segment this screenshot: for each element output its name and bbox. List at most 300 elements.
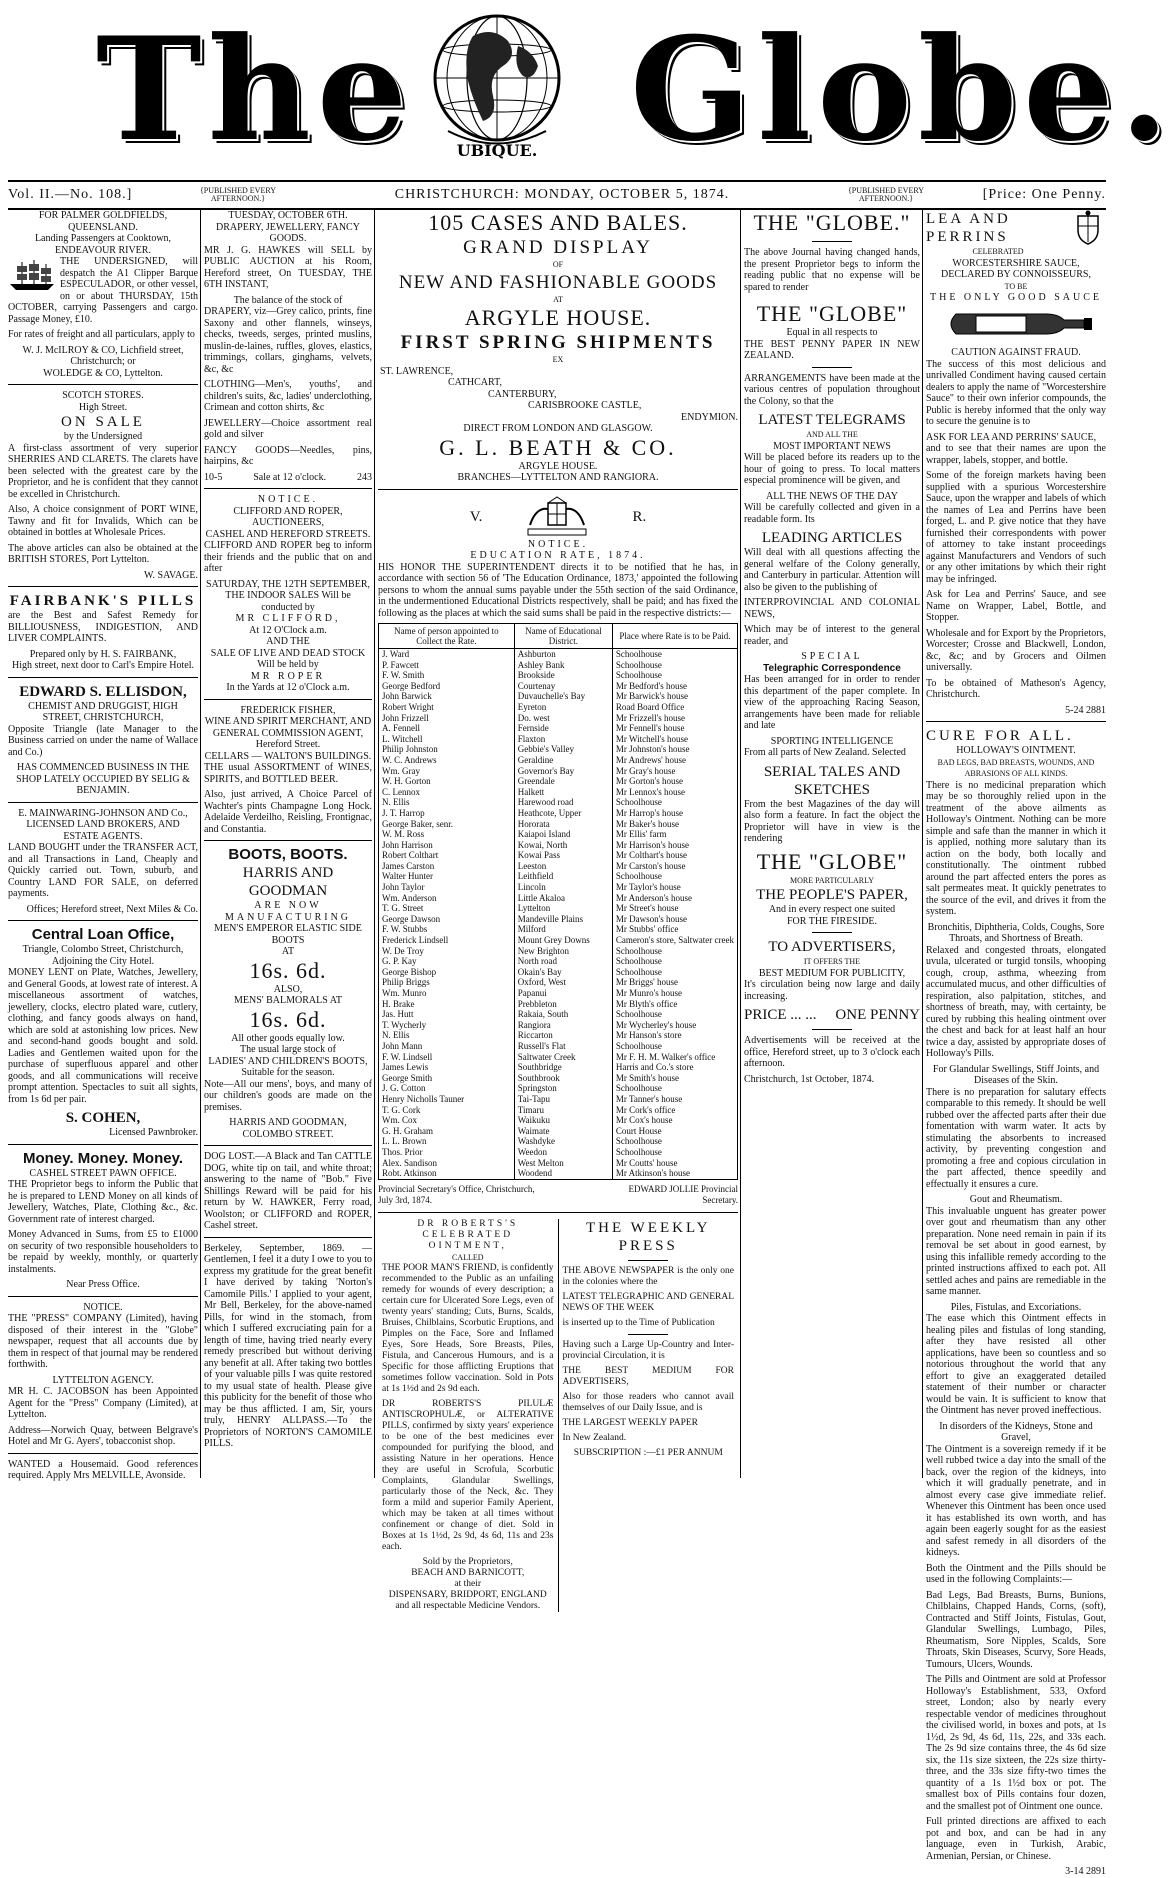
ad-of: OF xyxy=(552,260,564,269)
table-cell: Wm. Anderson xyxy=(379,893,515,904)
table-cell: Mr Fennell's house xyxy=(612,723,737,734)
ad-clifford-time: At 12 O'Clock a.m. xyxy=(249,624,327,636)
ad-clifford-body: CLIFFORD AND ROPER beg to inform their friends and the public that on and after xyxy=(204,540,372,574)
globe-offers: IT OFFERS THE xyxy=(803,957,861,966)
table-cell: Mr Dawson's house xyxy=(612,914,737,925)
table-cell: Schoolhouse xyxy=(612,871,737,882)
table-row xyxy=(379,713,738,724)
table-cell: Mr Blyth's office xyxy=(612,999,737,1010)
ad-boots-at: AT xyxy=(281,946,295,957)
table-cell: Little Akaloa xyxy=(514,893,612,904)
globe-adv-recv: Advertisements will be received at the office, Hereford street, up to 3 o'clock each afternoon. xyxy=(744,1035,920,1069)
masthead xyxy=(0,0,1175,178)
table-cell: J. G. Cotton xyxy=(379,1083,515,1094)
table-cell: Schoolhouse xyxy=(612,1009,737,1020)
globe-price-value: ONE PENNY xyxy=(835,1007,920,1023)
rate-table-header: Name of person appointed to Collect the Rate. xyxy=(379,624,515,649)
globe-arranged: Has been arranged for in order to render this department of the paper complete. In view of the approaching Racing Season, arrangements have been made for reliable and late xyxy=(744,674,920,731)
lp-ask: ASK FOR LEA AND PERRINS' SAUCE, xyxy=(926,431,1097,443)
holl-both: Both the Ointment and the Pills should be used in the following Complaints:— xyxy=(926,1562,1106,1585)
globe-mags: From the best Magazines of the day will also form a feature. In fact the object the Proprietor will have in view is the rendering xyxy=(744,798,920,844)
dateline-bar xyxy=(8,180,1106,210)
table-cell: N. Ellis xyxy=(379,797,515,808)
ad-loan-sig-sub: Licensed Pawnbroker. xyxy=(109,1127,198,1138)
lp-caution: CAUTION AGAINST FRAUD. xyxy=(951,347,1081,358)
table-cell: Mr Gray's house xyxy=(612,766,737,777)
ad-argyle-house: ARGYLE HOUSE. xyxy=(464,305,652,330)
column-3-main xyxy=(378,210,738,1611)
table-row xyxy=(379,1083,738,1094)
ad-boots-balm: MENS' BALMORALS AT xyxy=(234,995,342,1006)
ad-berkeley-letter: Berkeley, September, 1869. — Gentlemen, I feel it a duty I owe to you to express my gratitude for the great benefit I have derived by taking 'Norton's Camomile Pills.' I applied to your agent, Mr Bell, Berkeley, for the above-named Pills, for wind in the stomach, from which I suffered excruciating pain for a length of time, having tried nearly every remedy prescribed but without deriving any benefit at all. After taking two bottles of your valuable pills I was quite restored to my usual state of health. Please give this publicity for the benefit of those who may be thus afflicted. I am, Sir, yours truly, HENRY ALLPASS.—To the Proprietors of NORTON'S CAMOMILE PILLS. xyxy=(204,1242,373,1449)
table-cell: Mount Grey Downs xyxy=(514,935,612,946)
globe-from-all: From all parts of New Zealand. Selected xyxy=(744,747,906,758)
table-cell: Mr Atkinson's house xyxy=(612,1168,737,1179)
table-cell: Wm. Munro xyxy=(379,988,515,999)
table-cell: Schoolhouse xyxy=(612,956,737,967)
globe-price-label: PRICE ... ... xyxy=(744,1007,817,1023)
holl-relaxed: Relaxed and congested throats, elongated uvula, ulcerated or turgid tonsils, whooping cough, croup, asthma, wheezing from accumulated mucus, and other difficulties of respiration, also palpitation, stitches, and shortness of breath, may, with certainty, be cured by rubbing this healing ointment over the chest and back for at least half an hour twice a day, assisted by appropriate doses of Holloway's Pills. xyxy=(926,944,1106,1059)
table-cell: New Brighton xyxy=(514,946,612,957)
prov-office: Provincial Secretary's Office, Christchurch, July 3rd, 1874. xyxy=(378,1183,535,1206)
globe-placed: Will be placed before its readers up to the hour of going to press. To local matters especial prominence will be given, and xyxy=(744,452,920,486)
weekly-line: THE BEST MEDIUM FOR ADVERTISERS, xyxy=(562,1365,734,1387)
table-cell: Schoolhouse xyxy=(612,670,737,681)
ad-boots-addr: COLOMBO STREET. xyxy=(242,1128,334,1140)
ad-boots-also: ALSO, xyxy=(273,983,303,995)
table-row xyxy=(379,681,738,692)
ad-fairbank-title: FAIRBANK'S PILLS xyxy=(9,593,197,609)
table-cell: Mr Harrison's house xyxy=(612,840,737,851)
table-cell: Mr Colthart's house xyxy=(612,850,737,861)
table-row xyxy=(379,1020,738,1031)
globe-every: And in every respect one suited xyxy=(768,904,896,915)
roberts-vendors: and all respectable Medicine Vendors. xyxy=(395,1600,541,1611)
ad-auction-items: DRAPERY, viz—Grey calico, prints, fine Saxony and other flannels, winseys, checks, tweeds, serges, printed muslins, muslin-de-laines, ruffles, gloves, elastics, trimmings, collars, ginghams, velvets, &c, &c xyxy=(204,306,372,375)
table-cell: John Harrison xyxy=(379,840,515,851)
globe-intro: The above Journal having changed hands, the present Proprietor begs to inform the reading public that no expense will be spared to render xyxy=(744,247,920,293)
table-cell: Southbridge xyxy=(514,1062,612,1073)
table-cell: J. T. Harrop xyxy=(379,808,515,819)
table-cell: Schoolhouse xyxy=(612,797,737,808)
masthead-title-the: The xyxy=(96,7,414,173)
table-cell: John Taylor xyxy=(379,882,515,893)
ad-scotch-note: The above articles can also be obtained at the BRITISH STORES, Port Lyttelton. xyxy=(8,542,198,565)
table-cell: James Carston xyxy=(379,861,515,872)
column-divider xyxy=(200,210,201,1478)
weekly-line: LATEST TELEGRAPHIC AND GENERAL NEWS OF THE WEEK xyxy=(562,1291,734,1313)
table-cell: Mr F. H. M. Walker's office xyxy=(612,1052,737,1063)
table-cell: Schoolhouse xyxy=(612,660,737,671)
royal-crest-icon xyxy=(522,495,592,539)
table-cell: Court House xyxy=(612,1126,737,1137)
table-row xyxy=(379,1030,738,1041)
table-cell: Mr Hanson's store xyxy=(612,1030,737,1041)
table-cell: H. Brake xyxy=(379,999,515,1010)
table-cell: Heathcote, Upper xyxy=(514,808,612,819)
ad-money-body: THE Proprietor begs to inform the Public that he is prepared to LEND Money on all kinds of Jewellery, Watches, Plate, Clothing &c., &c. Government rate of interest charged. xyxy=(8,1179,198,1225)
table-cell: Brookside xyxy=(514,670,612,681)
globe-allnews: ALL THE NEWS OF THE DAY xyxy=(766,490,898,502)
table-cell: Walter Hunter xyxy=(379,871,515,882)
globe-best: THE BEST PENNY PAPER IN NEW ZEALAND. xyxy=(744,338,920,361)
lp-obtain: To be obtained of Matheson's Agency, Christchurch. xyxy=(926,677,1106,700)
lea-perrins-header xyxy=(926,210,1106,258)
lp-tobe: TO BE xyxy=(1004,281,1028,291)
table-cell: Papanui xyxy=(514,988,612,999)
education-rate-table xyxy=(378,623,738,1180)
table-row xyxy=(379,1009,738,1020)
table-cell: Mr Bedford's house xyxy=(612,681,737,692)
table-row xyxy=(379,1052,738,1063)
ad-auction-jewel: JEWELLERY—Choice assortment real gold and silver xyxy=(204,417,372,440)
ad-dog-lost: DOG LOST.—A Black and Tan CATTLE DOG, white tip on tail, and white throat; answering to the name of "Bob." Five Shillings Reward will be paid for his return by W. HAWKER, Ferry road, Woolston; or CLIFFORD and ROPER, Cashel street. xyxy=(204,1151,372,1231)
lp-foreign: Some of the foreign markets having been supplied with a spurious Worcestershire Sauce, upon the wrapper and labels of which the names of Lea and Perrins have been forged, L. and P. give notice that they have furnished their correspondents with power of attorney to take instant proceedings against Manufacturers and Vendors of such or any other imitations by which their right may be infringed. xyxy=(926,470,1106,585)
table-cell: W. H. Gorton xyxy=(379,776,515,787)
table-cell: Mr Witchell's house xyxy=(612,734,737,745)
table-cell: Mr Stubbs' office xyxy=(612,924,737,935)
masthead-title-globe: Globe. xyxy=(630,7,1175,173)
weekly-line: Having such a Large Up-Country and Inter-provincial Circulation, it is xyxy=(562,1339,734,1361)
roberts-firm: BEACH AND BARNICOTT, xyxy=(411,1567,525,1578)
table-cell: Waikuku xyxy=(514,1115,612,1126)
table-cell: George Bedford xyxy=(379,681,515,692)
ad-fisher-title: FREDERICK FISHER, xyxy=(240,704,336,716)
globe-medium: BEST MEDIUM FOR PUBLICITY, xyxy=(758,967,906,979)
column-4 xyxy=(744,210,920,1480)
table-cell: Eyreton xyxy=(514,702,612,713)
table-cell: Harris and Co.'s store xyxy=(612,1062,737,1073)
table-cell: Governor's Bay xyxy=(514,766,612,777)
ad-scotch-sig: W. SAVAGE. xyxy=(144,569,198,581)
ad-scotch-body: A first-class assortment of very superior SHERRIES AND CLARETS. The clarets have been selected with the greatest care by the Proprietor, and he is confident that they cannot be excelled in Christchurch. xyxy=(8,442,198,500)
table-cell: John Mann xyxy=(379,1041,515,1052)
globe-date: Christchurch, 1st October, 1874. xyxy=(744,1073,875,1085)
volume-number: Vol. II.—No. 108.] xyxy=(8,187,133,202)
table-cell: Schoolhouse xyxy=(612,649,737,660)
ad-clifford-sat: SATURDAY, THE 12TH SEPTEMBER, xyxy=(205,578,370,590)
globe-important: MOST IMPORTANT NEWS xyxy=(773,440,891,452)
ad-palmer-body: THE UNDERSIGNED, will despatch the A1 Clipper Barque ESPECULADOR, or other vessel, on or about THURSDAY, 15th OCTOBER, carrying Passengers and cargo. Passage Money, £10. xyxy=(8,256,198,325)
lp-whole: Wholesale and for Export by the Proprietors, Worcester; Crosse and Blackwell, London, &c, &c; and by Grocers and Oilmen universally. xyxy=(926,627,1106,673)
notice-title: NOTICE. xyxy=(527,538,589,550)
ad-fisher-addr: Hereford Street. xyxy=(255,739,321,750)
education-rate-body: HIS HONOR THE SUPERINTENDENT directs it to be notified that he has, in accordance with section 56 of 'The Education Ordinance, 1873,' appointed the following persons to whom the annual sums payable under the 55th section of the said Ordinance, in the undermentioned Educational Districts respectively, shall be paid; and has fixed the following as the places at which the said sums shall be paid in the respective districts:— xyxy=(378,561,738,619)
ad-argyle-sub: ARGYLE HOUSE. xyxy=(518,460,598,472)
rate-table-header: Place where Rate is to be Paid. xyxy=(612,624,737,649)
ship-name: CANTERBURY, xyxy=(488,388,557,400)
table-cell: P. Fawcett xyxy=(379,660,515,671)
table-cell: Mr Frizzell's house xyxy=(612,713,737,724)
table-row xyxy=(379,861,738,872)
table-cell: Ashburton xyxy=(514,649,612,660)
table-cell: Mr Tanner's house xyxy=(612,1094,737,1105)
ship-name: CARISBROOKE CASTLE, xyxy=(528,400,642,411)
table-row xyxy=(379,723,738,734)
ad-ellisdon-title: EDWARD S. ELLISDON, xyxy=(19,683,187,700)
weekly-subscription: SUBSCRIPTION :—£1 PER ANNUM xyxy=(573,1447,723,1458)
ad-fairbank-addr: High street, next door to Carl's Empire Hotel. xyxy=(11,660,195,671)
table-cell: Russell's Flat xyxy=(514,1041,612,1052)
table-cell: Harewood road xyxy=(514,797,612,808)
table-row xyxy=(379,893,738,904)
ad-boots-price-1: 16s. 6d. xyxy=(249,957,327,983)
ad-boots-usual: The usual large stock of xyxy=(240,1044,336,1055)
table-row xyxy=(379,935,738,946)
ad-money-adv: Money Advanced in Sums, from £5 to £1000 on security of two responsible householders to be repaid by weekly, monthly, or quarterly instalments. xyxy=(8,1229,198,1275)
price: [Price: One Penny. xyxy=(982,187,1106,202)
globe-to-adv: TO ADVERTISERS, xyxy=(768,939,896,955)
table-cell: W. C. Andrews xyxy=(379,755,515,766)
ad-ellisdon-comm: HAS COMMENCED BUSINESS IN THE SHOP LATELY OCCUPIED BY SELIG & BENJAMIN. xyxy=(16,762,190,796)
table-cell: George Baker, senr. xyxy=(379,819,515,830)
table-row xyxy=(379,649,738,660)
weekly-line: Also for those readers who cannot avail themselves of our Daily Issue, and is xyxy=(562,1391,734,1413)
globe-serial: SERIAL TALES AND SKETCHES xyxy=(763,763,901,798)
ad-land-body: LAND BOUGHT under the TRANSFER ACT, and all Transactions in Land, Cheaply and Quickly carried out. Town, suburb, and Country LAND FOR SALE, on deferred payments. xyxy=(8,842,198,899)
table-row xyxy=(379,967,738,978)
globe-title-3: THE "GLOBE" xyxy=(756,848,908,874)
table-row xyxy=(379,871,738,882)
ad-boots-men: MEN'S EMPEROR ELASTIC SIDE BOOTS xyxy=(214,923,362,946)
ad-money-title: Money. Money. Money. xyxy=(22,1149,183,1167)
crest-icon xyxy=(1070,210,1106,246)
table-cell: Mr Munro's house xyxy=(612,988,737,999)
table-cell: Mr Anderson's house xyxy=(612,893,737,904)
ad-boots-firm: HARRIS AND GOODMAN xyxy=(242,865,334,899)
table-cell: Ashley Bank xyxy=(514,660,612,671)
table-cell: Saltwater Creek xyxy=(514,1052,612,1063)
ad-loan-sub: Triangle, Colombo Street, Christchurch, Adjoining the City Hotel. xyxy=(22,944,184,967)
table-cell: John Frizzell xyxy=(379,713,515,724)
table-cell: Okain's Bay xyxy=(514,967,612,978)
table-row xyxy=(379,660,738,671)
table-cell: T. Wycherly xyxy=(379,1020,515,1031)
table-row xyxy=(379,1094,738,1105)
table-row xyxy=(379,903,738,914)
table-cell: Mr Briggs' house xyxy=(612,977,737,988)
holl-bronch: Bronchitis, Diphtheria, Colds, Coughs, Sore Throats, and Shortness of Breath. xyxy=(927,921,1105,944)
table-cell: Mr Smith's house xyxy=(612,1073,737,1084)
table-cell: Fernside xyxy=(514,723,612,734)
table-cell: W. M. Ross xyxy=(379,829,515,840)
weekly-title: THE WEEKLY PRESS xyxy=(586,1219,711,1254)
holl-gout-body: This invaluable unguent has greater power over gout and rheumatism than any other preparation. None need remain in pain if its removal be set about in good earnest, by using this infallible remedy according to the printed instructions affixed to each pot. All settled aches and pains are remediable in the same manner. xyxy=(926,1205,1106,1297)
table-cell: Mr Johnston's house xyxy=(612,744,737,755)
ad-roberts xyxy=(378,1219,558,1612)
lp-see: and to see that their names are upon the wrapper, labels, stopper, and bottle. xyxy=(926,443,1106,466)
published-note-right: {PUBLISHED EVERY AFTERNOON.} xyxy=(847,186,925,203)
table-row xyxy=(379,670,738,681)
table-row xyxy=(379,787,738,798)
table-cell: Lincoln xyxy=(514,882,612,893)
ship-name: CATHCART, xyxy=(448,377,502,388)
table-cell: James Lewis xyxy=(379,1062,515,1073)
roberts-pills: DR ROBERTS'S PILULÆ ANTISCROPHULÆ, or ALTERATIVE PILLS, confirmed by sixty years' experience to be one of the best medicines ever compounded for purifying the blood, and assisting Nature in her operations. Hence they are useful in Scrofula, Scorbutic Complaints, Glandular Swellings, particularly those of the Neck, &c. They form a mild and superior Family Aperient, which may be taken at all times without confinement or change of diet. Sold in Boxes at 1s 1½d, 2s 9d, 4s 6d, 11s and 23s each. xyxy=(382,1398,554,1552)
table-cell: Flaxton xyxy=(514,734,612,745)
table-row xyxy=(379,797,738,808)
table-cell: Washdyke xyxy=(514,1136,612,1147)
vr-left: V. xyxy=(469,508,483,525)
column-5 xyxy=(926,210,1106,1877)
ad-auction-body: MR J. G. HAWKES will SELL by PUBLIC AUCTION at his Room, Hereford street, On TUESDAY, THE 6TH INSTANT, xyxy=(204,244,372,290)
weekly-line: THE LARGEST WEEKLY PAPER xyxy=(562,1417,698,1428)
ad-clifford-name: MR CLIFFORD, xyxy=(235,613,341,624)
table-row xyxy=(379,1073,738,1084)
lp-ask2: Ask for Lea and Perrins' Sauce, and see Name on Wrapper, Label, Bottle, and Stopper. xyxy=(926,589,1106,623)
globe-circ: It's circulation being now large and daily increasing. xyxy=(744,979,920,1002)
table-cell: Do. west xyxy=(514,713,612,724)
table-cell: Wm. Gray xyxy=(379,766,515,777)
table-row xyxy=(379,882,738,893)
ad-wanted: WANTED a Housemaid. Good references required. Apply Mrs MELVILLE, Avonside. xyxy=(8,1458,198,1481)
roberts-at: at their xyxy=(454,1578,482,1589)
holl-gout: Gout and Rheumatism. xyxy=(969,1194,1063,1205)
table-cell: Robert Wright xyxy=(379,702,515,713)
table-cell: Schoolhouse xyxy=(612,946,737,957)
holl-sub: HOLLOWAY'S OINTMENT. xyxy=(956,745,1076,756)
ad-notice-title: NOTICE. xyxy=(83,1301,123,1313)
ad-fisher-sub: WINE AND SPIRIT MERCHANT, AND GENERAL COMMISSION AGENT, xyxy=(204,716,372,739)
table-cell: L. Witchell xyxy=(379,734,515,745)
table-cell: Leithfield xyxy=(514,871,612,882)
ad-auction-clothing: CLOTHING—Men's, youths', and children's suits, &c, ladies' underclothing, Crimean and cotton shirts, &c xyxy=(204,379,372,413)
table-cell: North road xyxy=(514,956,612,967)
table-row xyxy=(379,850,738,861)
ad-boots-other: All other goods equally low. xyxy=(231,1032,345,1044)
published-note-left: {PUBLISHED EVERY AFTERNOON.} xyxy=(199,186,277,203)
roberts-sold: Sold by the Proprietors, xyxy=(422,1556,513,1567)
ad-notice-title: NOTICE. xyxy=(257,494,319,505)
royal-crest-row xyxy=(378,495,738,539)
table-cell: Waimate xyxy=(514,1126,612,1137)
table-row xyxy=(379,946,738,957)
ad-weekly-press xyxy=(559,1219,739,1612)
table-cell: Prebbleton xyxy=(514,999,612,1010)
ad-scotch-sale: ON SALE xyxy=(61,414,145,430)
table-row xyxy=(379,1115,738,1126)
lp-declared: DECLARED BY CONNOISSEURS, xyxy=(941,269,1091,280)
table-cell: Riccarton xyxy=(514,1030,612,1041)
lp-celebrated: CELEBRATED xyxy=(972,247,1024,256)
table-cell: Mr Taylor's house xyxy=(612,882,737,893)
ad-lyt-body: MR H. C. JACOBSON has been Appointed Agent for the "Press" Company (Limited), at Lyttelton. xyxy=(8,1386,198,1420)
ship-name: ST. LAWRENCE, xyxy=(380,365,454,377)
ad-loan-title: Central Loan Office, xyxy=(31,926,175,943)
ad-lyt-title: LYTTELTON AGENCY. xyxy=(52,1374,154,1386)
table-cell: Mr Carston's house xyxy=(612,861,737,872)
ad-at: AT xyxy=(553,294,563,304)
table-cell: West Melton xyxy=(514,1158,612,1169)
roberts-title: DR ROBERTS'S CELEBRATED OINTMENT, xyxy=(417,1218,519,1251)
table-cell: Mr Street's house xyxy=(612,903,737,914)
globe-inter: INTERPROVINCIAL AND COLONIAL NEWS, xyxy=(744,597,920,620)
ad-fisher-also: Also, just arrived, A Choice Parcel of Wachter's pints Champagne Long Hock. Adelaide Verdeilho, Reisling, Frontignac, and Constantia. xyxy=(204,789,372,835)
table-row xyxy=(379,808,738,819)
table-cell: Road Board Office xyxy=(612,702,737,713)
holl-title: CURE FOR ALL. xyxy=(926,728,1074,744)
table-row xyxy=(379,766,738,777)
ad-scotch-also: Also, A choice consignment of PORT WINE, Tawny and fit for Invalids, Which can be obtained in bottles at Wholesale Prices. xyxy=(8,504,198,538)
globe-motto: UBIQUE. xyxy=(456,141,538,160)
table-cell: Schoolhouse xyxy=(612,1041,737,1052)
ad-ex: EX xyxy=(552,355,564,364)
roberts-body: THE POOR MAN'S FRIEND, is confidently recommended to the Public as an unfailing remedy for wounds of every description; a certain cure for Ulcerated Sore Legs, even of twenty years' standing; Cuts, Burns, Scalds, Bruises, Chilblains, Scorbutic Eruptions, and Pimples on the Face, Sore and Inflamed Eyes, Sore Heads, Sore Breasts, Piles, Fistula, and Cancerous Humours, and is a Specific for those afflicting Eruptions that sometimes follow vaccination. Sold in Pots at 1s 1½d and 2s 9d each. xyxy=(382,1262,554,1394)
table-cell: Southbrook xyxy=(514,1073,612,1084)
ad-palmer-rates: For rates of freight and all particulars, apply to xyxy=(8,329,195,340)
table-cell: Schoolhouse xyxy=(612,1147,737,1158)
ad-money-sub: CASHEL STREET PAWN OFFICE. xyxy=(29,1167,177,1179)
holl-piles-body: The ease which this Ointment effects in healing piles and fistulas of long standing, after they have resisted all other applications, have been so countless and so notorious throughout the world that any effort to give an exaggerated detailed statement of their number or character would be vain. It is sufficient to know that the Ointment has never proved ineffectious. xyxy=(926,1313,1106,1416)
lp-sauce: WORCESTERSHIRE SAUCE, xyxy=(952,257,1080,269)
table-cell: Leeston xyxy=(514,861,612,872)
globe-arr: ARRANGEMENTS have been made at the various centres of population throughout the Colony, so that the xyxy=(744,372,920,407)
ad-palmer-sub: Landing Passengers at Cooktown, ENDEAVOUR RIVER. xyxy=(34,233,172,256)
table-cell: Robt. Atkinson xyxy=(379,1168,515,1179)
table-row xyxy=(379,1041,738,1052)
table-cell: Schoolhouse xyxy=(612,967,737,978)
table-cell: Henry Nicholls Tauner xyxy=(379,1094,515,1105)
weekly-line: In New Zealand. xyxy=(562,1432,627,1443)
table-cell: Hororata xyxy=(514,819,612,830)
ad-boots-season: Suitable for the season. xyxy=(241,1067,335,1078)
table-cell: J. Ward xyxy=(379,649,515,660)
ad-boots-title: BOOTS, BOOTS. xyxy=(228,846,348,863)
table-cell: G. H. Graham xyxy=(379,1126,515,1137)
table-cell: Thos. Prior xyxy=(379,1147,515,1158)
table-cell: Duvauchelle's Bay xyxy=(514,691,612,702)
table-cell: Mr Cork's office xyxy=(612,1105,737,1116)
table-row xyxy=(379,988,738,999)
ad-palmer-title: FOR PALMER GOLDFIELDS, QUEENSLAND. xyxy=(38,210,168,233)
globe-special: SPECIAL xyxy=(801,651,863,662)
ad-beath: G. L. BEATH & CO. xyxy=(439,434,677,460)
ad-loan-body: MONEY LENT on Plate, Watches, Jewellery, and General Goods, at lowest rate of interest. A miscellaneous assortment of watches, jewellery, clocks, electro plated ware, cutlery, clothing, and fancy goods always on hand, which are sold at astonishing low prices. New and second-hand goods bought and sold. Ladies and Gentlemen waited upon for the purchase of superfluous apparel and other goods, and all communications will receive prompt attention. Spectacles to suit all sights, from 1s 6d per pair. xyxy=(8,967,198,1105)
ad-money-near: Near Press Office. xyxy=(66,1279,140,1290)
bottom-ads xyxy=(378,1219,738,1612)
ad-auction-date: TUESDAY, OCTOBER 6TH. xyxy=(228,210,348,221)
table-cell: George Bishop xyxy=(379,967,515,978)
ad-auction-num: 243 xyxy=(356,471,372,483)
holl-bad: BAD LEGS, BAD BREASTS, WOUNDS, AND ABRASIONS OF ALL KINDS. xyxy=(937,757,1095,778)
table-cell: George Smith xyxy=(379,1073,515,1084)
table-cell: F. W. Stubbs xyxy=(379,924,515,935)
ad-boots-now: ARE NOW MANUFACTURING xyxy=(224,900,352,923)
ad-boots-ladies: LADIES' AND CHILDREN'S BOOTS, xyxy=(208,1055,368,1067)
rate-table-header: Name of Educational District. xyxy=(514,624,612,649)
ad-boots-sig: HARRIS AND GOODMAN, xyxy=(229,1117,347,1128)
table-cell: G. P. Kay xyxy=(379,956,515,967)
table-cell: Schoolhouse xyxy=(612,1083,737,1094)
ad-boots-note: Note—All our mens', boys, and many of our children's goods are made on the premises. xyxy=(204,1078,372,1113)
ad-ellisdon-sub: CHEMIST AND DRUGGIST, HIGH STREET, CHRISTCHURCH, xyxy=(28,700,178,723)
table-row xyxy=(379,755,738,766)
holl-noprep: There is no preparation for salutary effects comparable to this remedy. It should be well rubbed over the affected parts after their due fomentation with warm water. It acts by stimulating the absorbents to increased activity, by preventing congestion and promoting a free and copious circulation in the part affected, thence speedily and effectually it ensures a cure. xyxy=(926,1086,1106,1190)
holl-ref: 3-14 2891 xyxy=(1065,1866,1106,1877)
table-row xyxy=(379,744,738,755)
globe-more: MORE PARTICULARLY xyxy=(790,875,874,885)
table-cell: Schoolhouse xyxy=(612,1136,737,1147)
ship-name: ENDYMION. xyxy=(681,411,738,423)
ad-clifford-title: CLIFFORD AND ROPER, AUCTIONEERS, xyxy=(233,505,343,528)
table-cell: Mr Coutts' house xyxy=(612,1158,737,1169)
globe-price-row xyxy=(744,1006,920,1024)
table-cell: F. W. Lindsell xyxy=(379,1052,515,1063)
table-row xyxy=(379,1062,738,1073)
table-row xyxy=(379,734,738,745)
ad-clifford-indoor: THE INDOOR SALES Will be conducted by xyxy=(225,590,351,613)
table-cell: Cameron's store, Saltwater creek xyxy=(612,935,737,946)
